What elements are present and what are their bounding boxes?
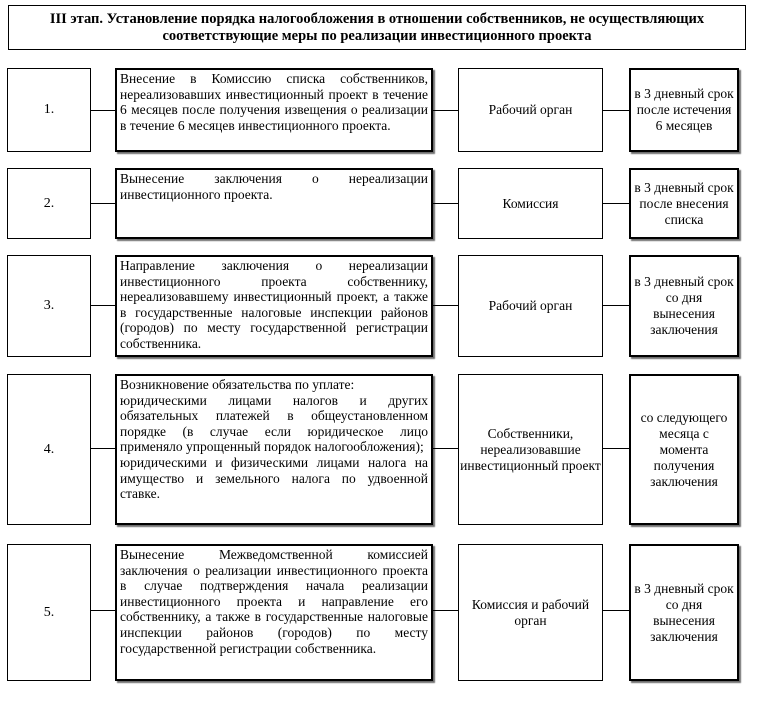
step-3-connector-right [603, 305, 629, 306]
step-5-connector-left [91, 610, 115, 611]
step-5-deadline: в 3 дневный срок со дня вынесения заключения [629, 544, 739, 681]
step-3-deadline: в 3 дневный срок со дня вынесения заключения [629, 255, 739, 357]
step-5-responsible: Комиссия и рабочий орган [458, 544, 603, 681]
step-5-description: Вынесение Межведомственной комиссией заключения о реализации инвестиционного проекта в случае подтверждения начала реализации инвестиционного проекта и направление его собственнику, а также в государственные налоговые инспекции районов (городов) по месту государственной регистрации собственника. [115, 544, 433, 681]
step-3-connector-left [91, 305, 115, 306]
step-4-number: 4. [7, 374, 91, 525]
step-1-connector-mid [433, 110, 458, 111]
step-4-description-line-3: юридическими и физическими лицами налога на имущество и земельного налога по удвоенной ставке. [120, 454, 428, 502]
step-3-number: 3. [7, 255, 91, 357]
step-4-connector-right [603, 448, 629, 449]
step-5-number: 5. [7, 544, 91, 681]
step-4-description-line-2: юридическими лицами налогов и других обязательных платежей в общеустановленном порядке (в случае если юридическое лицо применяло упрощенный порядок налогообложения); [120, 392, 428, 455]
step-2-number: 2. [7, 168, 91, 239]
step-2-responsible: Комиссия [458, 168, 603, 239]
step-3-description: Направление заключения о нереализации инвестиционного проекта собственнику, нереализовавшему инвестиционный проект, а также в государственные налоговые инспекции районов (городов) по месту государственной регистрации собственника. [115, 255, 433, 357]
step-1-deadline: в 3 дневный срок после истечения 6 месяцев [629, 68, 739, 152]
stage-title: III этап. Установление порядка налогообложения в отношении собственников, не осуществляющих соответствующие меры по реализации инвестиционного проекта [8, 5, 746, 50]
step-2-connector-right [603, 203, 629, 204]
step-4-description-line-1: Возникновение обязательства по уплате: [120, 377, 355, 392]
step-3-responsible: Рабочий орган [458, 255, 603, 357]
step-1-description: Внесение в Комиссию списка собственников, нереализовавших инвестиционный проект в течение 6 месяцев после получения извещения о реализации в течение 6 месяцев инвестиционного проекта. [115, 68, 433, 152]
step-2-connector-left [91, 203, 115, 204]
step-4-description [115, 374, 433, 525]
step-3-connector-mid [433, 305, 458, 306]
step-4-deadline: со следующего месяца с момента получения заключения [629, 374, 739, 525]
step-2-connector-mid [433, 203, 458, 204]
step-5-connector-mid [433, 610, 458, 611]
step-4-connector-mid [433, 448, 458, 449]
step-1-number: 1. [7, 68, 91, 152]
step-1-connector-right [603, 110, 629, 111]
step-1-responsible: Рабочий орган [458, 68, 603, 152]
step-4-connector-left [91, 448, 115, 449]
step-2-deadline: в 3 дневный срок после внесения списка [629, 168, 739, 239]
step-1-connector-left [91, 110, 115, 111]
step-2-description: Вынесение заключения о нереализации инвестиционного проекта. [115, 168, 433, 239]
step-4-responsible: Собственники, нереализовавшие инвестиционный проект [458, 374, 603, 525]
step-5-connector-right [603, 610, 629, 611]
